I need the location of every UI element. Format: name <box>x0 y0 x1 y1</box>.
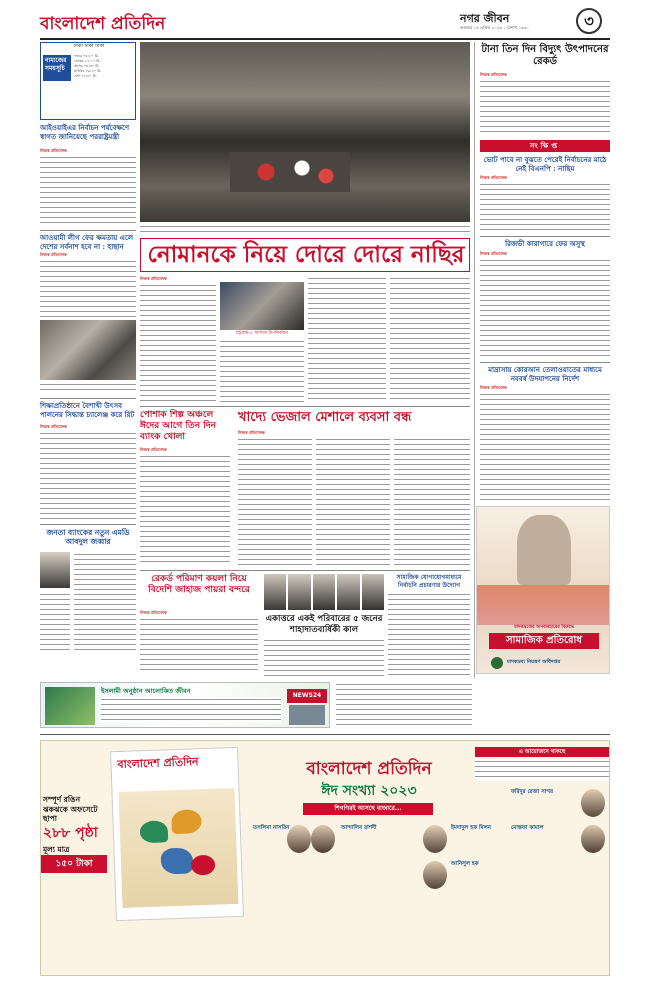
section-label: সংক্ষিপ্ত <box>480 140 610 152</box>
eid-tagline: শিগগিরই আসছে বাজারে... <box>303 803 433 815</box>
ad-title: সামাজিক প্রতিরোধ <box>489 633 599 649</box>
govt-logo-icon <box>491 657 503 669</box>
story-body <box>40 259 136 317</box>
ad-org: মাদকদ্রব্য নিয়ন্ত্রণ অধিদপ্তর <box>507 659 561 665</box>
portrait-photo <box>264 574 286 610</box>
magazine-cover <box>110 747 244 921</box>
story-headline: আইওয়াইএর নির্বাচন পর্যবেক্ষণে স্বাগত জানিয়েছে পররাষ্ট্রমন্ত্রী <box>40 123 130 141</box>
section-name: নগর জীবন <box>460 12 510 25</box>
byline: নিজস্ব প্রতিবেদক <box>140 610 167 615</box>
ad-body <box>101 697 281 723</box>
rally-photo <box>40 320 136 380</box>
author-photo <box>311 825 335 853</box>
author-card <box>311 825 411 855</box>
author-name: ফরিদুর রেজা সাগর <box>511 789 553 795</box>
ad-body <box>475 759 609 781</box>
meeting-photo <box>220 282 304 330</box>
martyr-portraits <box>264 574 384 610</box>
ad-feature-text: সম্পূর্ণ রঙিন ঝকঝকে অফসেটে ছাপা <box>43 795 98 823</box>
author-photo <box>423 861 447 889</box>
portrait-photo <box>337 574 359 610</box>
author-name: মোস্তফা কামাল <box>511 825 544 831</box>
portrait-photo <box>362 574 384 610</box>
story-body <box>316 437 390 567</box>
author-name: ইমদাদুল হক মিলন <box>451 825 491 831</box>
prayer-rows <box>74 54 134 118</box>
author-photo <box>581 825 605 853</box>
story-body <box>264 638 384 678</box>
main-headline-box <box>140 238 470 272</box>
photo-caption <box>40 382 136 394</box>
author-card <box>423 825 507 855</box>
byline: নিজস্ব প্রতিবেদক <box>480 385 507 390</box>
eid-title: ঈদ সংখ্যা ২০২৩ <box>321 783 417 799</box>
story-body <box>140 617 258 671</box>
bird-shape <box>191 855 216 876</box>
story-headline: টানা তিন দিন বিদ্যুৎ উৎপাদনের রেকর্ড <box>481 44 609 67</box>
eid-issue-ad <box>40 740 610 976</box>
story-body <box>308 276 386 403</box>
story-body <box>74 552 136 652</box>
crowd-silhouette <box>477 585 610 625</box>
prayer-row: জোহর ১২:১০ মি. <box>74 59 101 63</box>
main-headline: নোমানকে নিয়ে দোরে দোরে নাছির <box>147 241 465 268</box>
presenter-photo <box>289 705 325 725</box>
prayer-box-title: ঢাকা ঢাকা ঢাকা <box>73 43 105 49</box>
story-body <box>140 283 216 403</box>
portrait-photo <box>288 574 310 610</box>
cover-art <box>118 788 238 908</box>
story-headline: মাদ্রাসায় কোরআন তেলাওয়াতের মাধ্যমে নববর্ষ উদযাপনের নির্দেশ <box>488 365 602 383</box>
prayer-row: ফজর ০৪:১০ মি. <box>74 54 99 58</box>
ad-subtitle: মাদকদ্রব্যের অপব্যবহারের বিরুদ্ধে <box>514 625 574 630</box>
photo-caption <box>140 224 470 234</box>
bird-shape <box>140 820 169 843</box>
funeral-photo <box>140 42 470 222</box>
prayer-row: মাগরিব ০৬:২০ মি. <box>74 69 102 73</box>
price-value: ১৫০ টাকা <box>41 855 107 873</box>
prayer-times-box <box>40 42 136 120</box>
section-title <box>460 12 570 24</box>
ad-body <box>336 682 472 728</box>
prayer-row: আসর ০৪:৩০ মি. <box>74 64 100 68</box>
raised-fist-shape <box>517 515 571 585</box>
story-headline: খাদ্যে ভেজাল মেশালে ব্যবসা বন্ধ <box>238 410 412 425</box>
story-headline: পোশাক শিল্প অঞ্চলে ঈদের আগে তিন দিন ব্যাংক খোলা <box>140 410 216 442</box>
author-card <box>511 825 609 855</box>
photo-caption: চট্টগ্রাম-৮ আসনে উপনির্বাচন <box>235 331 289 336</box>
story-body <box>480 258 610 358</box>
story-body <box>238 437 312 567</box>
date-line: শুক্রবার ১৪ এপ্রিল ২০২৩ ১ বৈশাখ ১৪৩০ <box>460 25 529 30</box>
ad-feature-header: এ আয়োজনে থাকছে <box>475 747 609 757</box>
story-headline: শিক্ষাপ্রতিষ্ঠানে বৈশাখী উৎসব পালনের সিদ্ধান্ত চ্যালেঞ্জ করে রিট <box>40 401 135 419</box>
byline: নিজস্ব প্রতিবেদক <box>40 424 67 429</box>
story-body <box>480 182 610 232</box>
anti-drug-ad <box>476 506 610 674</box>
wreath-shape <box>230 152 350 192</box>
story-body <box>480 79 610 134</box>
author-name: আনিসুল হক <box>451 861 479 867</box>
author-name: আন্দালিব রাশদী <box>341 825 377 831</box>
story-headline: জনতা ব্যাংকের নতুন এমডি আবদুল জব্বার <box>46 528 130 546</box>
author-card <box>423 861 523 891</box>
bird-shape <box>160 847 193 874</box>
portrait-photo <box>313 574 335 610</box>
story-body <box>394 437 470 567</box>
byline: নিজস্ব প্রতিবেদক <box>480 72 507 77</box>
mosque-photo <box>45 687 95 725</box>
byline: নিজস্ব প্রতিবেদক <box>140 276 167 281</box>
author-name: তসলিমা নাসরিন <box>253 825 290 831</box>
author-photo <box>423 825 447 853</box>
page-count: ২৮৮ পৃষ্ঠা <box>43 825 98 841</box>
story-body <box>40 155 136 225</box>
author-card <box>253 825 313 855</box>
story-body <box>40 592 70 652</box>
story-body <box>480 392 610 502</box>
byline: নিজস্ব প্রতিবেদক <box>140 447 167 452</box>
byline: নিজস্ব প্রতিবেদক <box>40 252 67 257</box>
price-label: মূল্য মাত্র <box>43 845 70 854</box>
eid-brand: বাংলাদেশ প্রতিদিন <box>306 759 432 779</box>
story-headline: একাত্তরে একই পরিবারের ৫ জনের শাহাদাতবার্ষিকী কাল <box>265 614 383 635</box>
news24-logo: NEWS24 <box>287 689 327 703</box>
story-headline: আওয়ামী লীগ ফের ক্ষমতায় এলে দেশের সর্বনাশ হবে না : হাছান <box>40 233 134 251</box>
cover-logo: বাংলাদেশ প্রতিদিন <box>117 755 199 772</box>
story-body <box>220 339 304 403</box>
byline: নিজস্ব প্রতিবেদক <box>480 175 507 180</box>
masthead-logo <box>40 14 218 34</box>
page-number: ৩ <box>576 8 602 34</box>
byline: নিজস্ব প্রতিবেদক <box>480 251 507 256</box>
story-body <box>140 454 230 566</box>
ad-title: ইসলামী অনুষ্ঠান আলোকিত জীবন <box>101 687 191 695</box>
bird-shape <box>171 809 202 834</box>
portrait-photo <box>40 552 70 588</box>
author-card <box>511 789 609 819</box>
logo-text: বাংলাদেশ প্রতিদিন <box>40 14 166 34</box>
byline: নিজস্ব প্রতিবেদক <box>238 430 265 435</box>
prayer-row: এশা ০৭:৪০ মি. <box>74 74 97 78</box>
story-body <box>388 592 470 678</box>
author-photo <box>581 789 605 817</box>
author-photo <box>287 825 311 853</box>
prayer-label: নামাজের সময়সূচি <box>43 55 71 81</box>
byline: নিজস্ব প্রতিবেদক <box>40 148 67 153</box>
story-headline: রেকর্ড পরিমাণ কয়লা নিয়ে বিদেশি জাহাজ পায়রা বন্দরে <box>148 574 250 595</box>
story-headline: রিজভী কারাগারে ফের অসুস্থ <box>505 239 585 248</box>
story-body <box>40 431 136 521</box>
story-headline: ভোট পাবে না বুঝতে পেরেই নির্বাচনের মাঠে নেই বিএনপি : নাছিম <box>483 155 607 173</box>
story-body <box>390 276 470 403</box>
story-headline: সামাজিক যোগাযোগমাধ্যমে নির্বাচনি প্রচারণার উদ্যোগ <box>396 574 462 589</box>
news24-ad <box>40 682 330 728</box>
